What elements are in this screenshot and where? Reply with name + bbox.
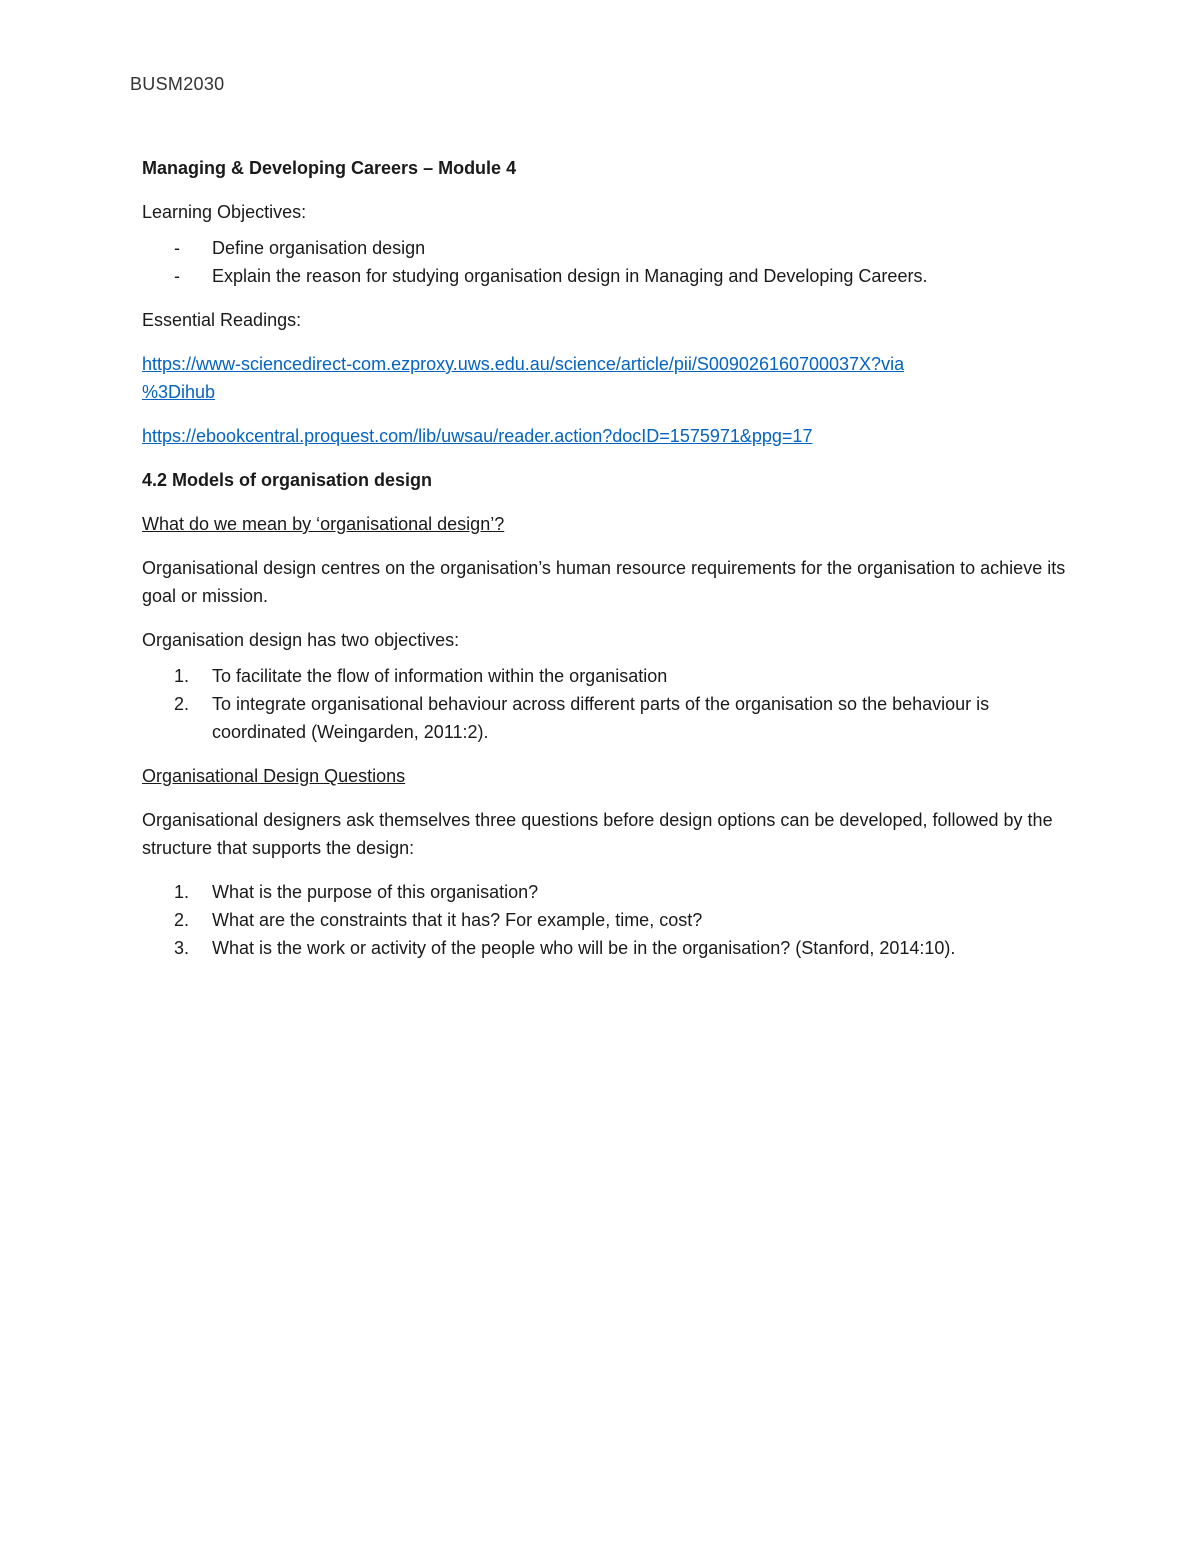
list-item — [142, 262, 1072, 290]
reading-link-1-line2[interactable]: %3Dihub — [142, 382, 216, 402]
subheading-meaning: What do we mean by ‘organisational design’? — [142, 514, 505, 534]
reading-link-1[interactable] — [142, 350, 1072, 406]
list-item-text: Define organisation design — [212, 238, 426, 258]
list-marker: 2. — [174, 694, 190, 714]
list-item-text: What is the work or activity of the people who will be in the organisation? (Stanford, 2014:10). — [212, 938, 956, 958]
readings-heading: Essential Readings: — [142, 310, 302, 330]
subheading-questions: Organisational Design Questions — [142, 766, 406, 786]
list-item — [142, 662, 1072, 690]
list-marker: 2. — [174, 910, 190, 930]
list-item — [142, 234, 1072, 262]
reading-link-1-paragraph — [142, 350, 1072, 406]
list-item-text: What is the purpose of this organisation? — [212, 882, 539, 902]
list-item — [142, 690, 1072, 746]
questions-list — [142, 878, 1072, 962]
section-heading: 4.2 Models of organisation design — [142, 470, 433, 490]
questions-paragraph: Organisational designers ask themselves three questions before design options can be developed, followed by the structure that supports the design: — [142, 810, 1053, 858]
objectives-intro: Organisation design has two objectives: — [142, 630, 460, 650]
document-title: Managing & Developing Careers – Module 4 — [142, 158, 517, 178]
list-marker: - — [174, 238, 180, 258]
list-marker: 3. — [174, 938, 190, 958]
list-item — [142, 934, 1072, 962]
list-item-text: To integrate organisational behaviour across different parts of the organisation so the behaviour is coordinated (Weingarden, 2011:2). — [212, 694, 990, 742]
list-item — [142, 878, 1072, 906]
reading-link-2-paragraph — [142, 422, 1072, 450]
list-marker: 1. — [174, 882, 190, 902]
objectives-heading: Learning Objectives: — [142, 202, 307, 222]
objectives-list — [142, 234, 1072, 290]
list-item — [142, 906, 1072, 934]
course-code-header: BUSM2030 — [130, 74, 225, 94]
list-marker: 1. — [174, 666, 190, 686]
list-item-text: What are the constraints that it has? For example, time, cost? — [212, 910, 703, 930]
design-objectives-list — [142, 662, 1072, 746]
document-body — [142, 154, 1072, 978]
list-item-text: To facilitate the flow of information within the organisation — [212, 666, 668, 686]
list-marker: - — [174, 266, 180, 286]
meaning-paragraph: Organisational design centres on the organisation’s human resource requirements for the organisation to achieve its goal or mission. — [142, 558, 1066, 606]
list-item-text: Explain the reason for studying organisation design in Managing and Developing Careers. — [212, 266, 928, 286]
reading-link-2[interactable]: https://ebookcentral.proquest.com/lib/uwsau/reader.action?docID=1575971&ppg=17 — [142, 426, 813, 446]
reading-link-1-line1[interactable]: https://www-sciencedirect-com.ezproxy.uws.edu.au/science/article/pii/S009026160700037X?via — [142, 354, 905, 374]
